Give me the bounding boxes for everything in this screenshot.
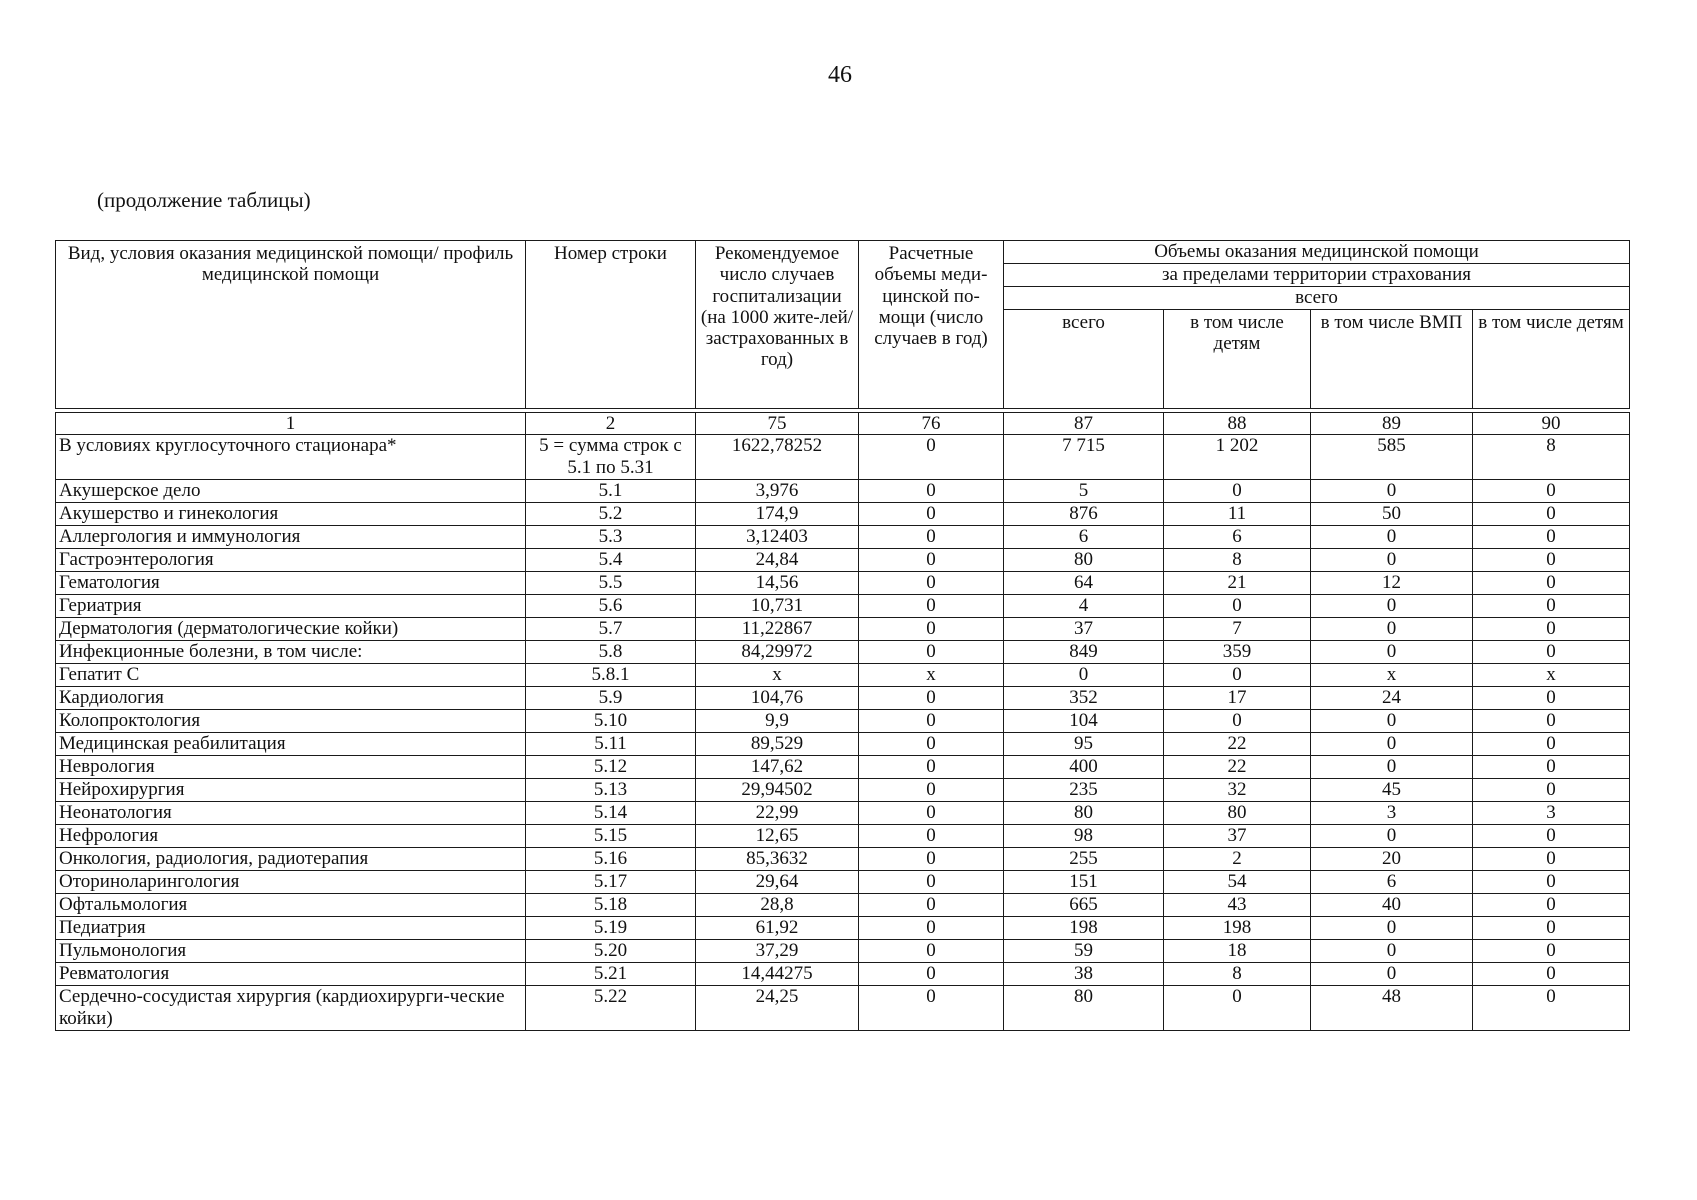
table-row bbox=[56, 802, 1630, 825]
total-volume: 95 bbox=[1004, 733, 1164, 756]
total-volume: 104 bbox=[1004, 710, 1164, 733]
calculated-volume: 0 bbox=[859, 595, 1004, 618]
recommended-cases: 24,25 bbox=[696, 986, 859, 1031]
recommended-cases: 37,29 bbox=[696, 940, 859, 963]
calculated-volume: 0 bbox=[859, 848, 1004, 871]
children-volume: 8 bbox=[1164, 549, 1311, 572]
profile-name: Нейрохирургия bbox=[56, 779, 526, 802]
vmp-volume: 40 bbox=[1311, 894, 1473, 917]
profile-name: Колопроктология bbox=[56, 710, 526, 733]
header-children: в том числе детям bbox=[1164, 310, 1311, 409]
recommended-cases: 9,9 bbox=[696, 710, 859, 733]
total-volume: 876 bbox=[1004, 503, 1164, 526]
vmp-children-volume: 0 bbox=[1473, 595, 1630, 618]
vmp-volume: 0 bbox=[1311, 710, 1473, 733]
header-vmp-children: в том числе детям bbox=[1473, 310, 1630, 409]
vmp-children-volume: 0 bbox=[1473, 480, 1630, 503]
vmp-children-volume: 0 bbox=[1473, 687, 1630, 710]
row-number: 5.22 bbox=[526, 986, 696, 1031]
calculated-volume: 0 bbox=[859, 572, 1004, 595]
profile-name: Сердечно-сосудистая хирургия (кардиохирурги-ческие койки) bbox=[56, 986, 526, 1031]
vmp-volume: 0 bbox=[1311, 549, 1473, 572]
vmp-children-volume: 0 bbox=[1473, 618, 1630, 641]
recommended-cases: х bbox=[696, 664, 859, 687]
recommended-cases: 1622,78252 bbox=[696, 435, 859, 480]
row-number: 5.11 bbox=[526, 733, 696, 756]
calculated-volume: 0 bbox=[859, 871, 1004, 894]
profile-name: Педиатрия bbox=[56, 917, 526, 940]
vmp-children-volume: 8 bbox=[1473, 435, 1630, 480]
profile-name: Гематология bbox=[56, 572, 526, 595]
table-row bbox=[56, 480, 1630, 503]
row-number: 5.15 bbox=[526, 825, 696, 848]
vmp-children-volume: 0 bbox=[1473, 549, 1630, 572]
children-volume: 80 bbox=[1164, 802, 1311, 825]
row-number: 5.16 bbox=[526, 848, 696, 871]
profile-name: Акушерство и гинекология bbox=[56, 503, 526, 526]
children-volume: 0 bbox=[1164, 710, 1311, 733]
row-number: 5.5 bbox=[526, 572, 696, 595]
profile-name: Неонатология bbox=[56, 802, 526, 825]
vmp-volume: 50 bbox=[1311, 503, 1473, 526]
calculated-volume: 0 bbox=[859, 618, 1004, 641]
recommended-cases: 22,99 bbox=[696, 802, 859, 825]
header-profile: Вид, условия оказания медицинской помощи/ профиль медицинской помощи bbox=[56, 241, 526, 409]
calculated-volume: 0 bbox=[859, 710, 1004, 733]
vmp-children-volume: 0 bbox=[1473, 503, 1630, 526]
row-number: 5.2 bbox=[526, 503, 696, 526]
vmp-children-volume: 0 bbox=[1473, 710, 1630, 733]
vmp-children-volume: 0 bbox=[1473, 779, 1630, 802]
header-vmp: в том числе ВМП bbox=[1311, 310, 1473, 409]
vmp-children-volume: 0 bbox=[1473, 526, 1630, 549]
table-row bbox=[56, 664, 1630, 687]
header-calculated-volumes: Расчетные объемы меди-цинской по-мощи (число случаев в год) bbox=[859, 241, 1004, 409]
row-number: 5 = сумма строк с 5.1 по 5.31 bbox=[526, 435, 696, 480]
row-number: 5.1 bbox=[526, 480, 696, 503]
table-row bbox=[56, 526, 1630, 549]
header-volumes-group: Объемы оказания медицинской помощи bbox=[1004, 241, 1630, 264]
recommended-cases: 3,12403 bbox=[696, 526, 859, 549]
table-row bbox=[56, 894, 1630, 917]
table-row bbox=[56, 710, 1630, 733]
vmp-volume: 0 bbox=[1311, 595, 1473, 618]
vmp-volume: 0 bbox=[1311, 641, 1473, 664]
profile-name: Пульмонология bbox=[56, 940, 526, 963]
vmp-children-volume: 0 bbox=[1473, 641, 1630, 664]
profile-name: Нефрология bbox=[56, 825, 526, 848]
children-volume: 43 bbox=[1164, 894, 1311, 917]
recommended-cases: 147,62 bbox=[696, 756, 859, 779]
calculated-volume: 0 bbox=[859, 802, 1004, 825]
vmp-volume: 45 bbox=[1311, 779, 1473, 802]
row-number: 5.14 bbox=[526, 802, 696, 825]
total-volume: 400 bbox=[1004, 756, 1164, 779]
calculated-volume: 0 bbox=[859, 641, 1004, 664]
table-row bbox=[56, 572, 1630, 595]
row-number: 5.13 bbox=[526, 779, 696, 802]
row-number: 5.9 bbox=[526, 687, 696, 710]
vmp-volume: 0 bbox=[1311, 618, 1473, 641]
row-number: 5.18 bbox=[526, 894, 696, 917]
profile-name: Инфекционные болезни, в том числе: bbox=[56, 641, 526, 664]
table-row bbox=[56, 641, 1630, 664]
total-volume: 151 bbox=[1004, 871, 1164, 894]
calculated-volume: 0 bbox=[859, 986, 1004, 1031]
table-row bbox=[56, 871, 1630, 894]
vmp-children-volume: 0 bbox=[1473, 848, 1630, 871]
total-volume: 98 bbox=[1004, 825, 1164, 848]
table-row bbox=[56, 733, 1630, 756]
row-number: 5.7 bbox=[526, 618, 696, 641]
row-number: 5.17 bbox=[526, 871, 696, 894]
profile-name: Гастроэнтерология bbox=[56, 549, 526, 572]
children-volume: 17 bbox=[1164, 687, 1311, 710]
profile-name: Аллергология и иммунология bbox=[56, 526, 526, 549]
vmp-volume: 585 bbox=[1311, 435, 1473, 480]
recommended-cases: 12,65 bbox=[696, 825, 859, 848]
vmp-volume: 6 bbox=[1311, 871, 1473, 894]
vmp-volume: 0 bbox=[1311, 825, 1473, 848]
profile-name: Дерматология (дерматологические койки) bbox=[56, 618, 526, 641]
row-number: 5.8.1 bbox=[526, 664, 696, 687]
table-row bbox=[56, 549, 1630, 572]
vmp-children-volume: 0 bbox=[1473, 986, 1630, 1031]
children-volume: 54 bbox=[1164, 871, 1311, 894]
recommended-cases: 14,56 bbox=[696, 572, 859, 595]
vmp-children-volume: 0 bbox=[1473, 940, 1630, 963]
total-volume: 37 bbox=[1004, 618, 1164, 641]
total-volume: 849 bbox=[1004, 641, 1164, 664]
vmp-volume: 0 bbox=[1311, 963, 1473, 986]
total-volume: 5 bbox=[1004, 480, 1164, 503]
vmp-children-volume: 0 bbox=[1473, 733, 1630, 756]
table-row bbox=[56, 986, 1630, 1031]
profile-name: Кардиология bbox=[56, 687, 526, 710]
calculated-volume: 0 bbox=[859, 480, 1004, 503]
recommended-cases: 84,29972 bbox=[696, 641, 859, 664]
total-volume: 4 bbox=[1004, 595, 1164, 618]
children-volume: 18 bbox=[1164, 940, 1311, 963]
vmp-volume: 0 bbox=[1311, 526, 1473, 549]
calculated-volume: 0 bbox=[859, 503, 1004, 526]
column-number-row bbox=[56, 413, 1630, 435]
total-volume: 80 bbox=[1004, 549, 1164, 572]
row-number: 5.21 bbox=[526, 963, 696, 986]
recommended-cases: 11,22867 bbox=[696, 618, 859, 641]
table-row bbox=[56, 435, 1630, 480]
recommended-cases: 24,84 bbox=[696, 549, 859, 572]
children-volume: 0 bbox=[1164, 664, 1311, 687]
table-row bbox=[56, 940, 1630, 963]
table-row bbox=[56, 825, 1630, 848]
recommended-cases: 29,64 bbox=[696, 871, 859, 894]
children-volume: 37 bbox=[1164, 825, 1311, 848]
vmp-volume: 3 bbox=[1311, 802, 1473, 825]
calculated-volume: 0 bbox=[859, 917, 1004, 940]
vmp-children-volume: 0 bbox=[1473, 963, 1630, 986]
children-volume: 1 202 bbox=[1164, 435, 1311, 480]
profile-name: Офтальмология bbox=[56, 894, 526, 917]
header-total: всего bbox=[1004, 310, 1164, 409]
recommended-cases: 10,731 bbox=[696, 595, 859, 618]
row-number: 5.8 bbox=[526, 641, 696, 664]
column-number: 88 bbox=[1164, 413, 1311, 435]
page-number: 46 bbox=[828, 62, 852, 88]
children-volume: 11 bbox=[1164, 503, 1311, 526]
total-volume: 7 715 bbox=[1004, 435, 1164, 480]
recommended-cases: 174,9 bbox=[696, 503, 859, 526]
calculated-volume: 0 bbox=[859, 894, 1004, 917]
children-volume: 32 bbox=[1164, 779, 1311, 802]
total-volume: 235 bbox=[1004, 779, 1164, 802]
table-row bbox=[56, 779, 1630, 802]
row-number: 5.4 bbox=[526, 549, 696, 572]
children-volume: 22 bbox=[1164, 756, 1311, 779]
table-body bbox=[56, 435, 1630, 1031]
continuation-note: (продолжение таблицы) bbox=[97, 188, 311, 212]
column-number: 87 bbox=[1004, 413, 1164, 435]
recommended-cases: 29,94502 bbox=[696, 779, 859, 802]
total-volume: 38 bbox=[1004, 963, 1164, 986]
total-volume: 665 bbox=[1004, 894, 1164, 917]
total-volume: 0 bbox=[1004, 664, 1164, 687]
profile-name: Акушерское дело bbox=[56, 480, 526, 503]
vmp-volume: 0 bbox=[1311, 733, 1473, 756]
column-number: 89 bbox=[1311, 413, 1473, 435]
recommended-cases: 61,92 bbox=[696, 917, 859, 940]
children-volume: 22 bbox=[1164, 733, 1311, 756]
recommended-cases: 89,529 bbox=[696, 733, 859, 756]
children-volume: 2 bbox=[1164, 848, 1311, 871]
children-volume: 0 bbox=[1164, 986, 1311, 1031]
recommended-cases: 104,76 bbox=[696, 687, 859, 710]
profile-name: Неврология bbox=[56, 756, 526, 779]
total-volume: 352 bbox=[1004, 687, 1164, 710]
calculated-volume: 0 bbox=[859, 687, 1004, 710]
column-number: 1 bbox=[56, 413, 526, 435]
vmp-children-volume: 0 bbox=[1473, 825, 1630, 848]
recommended-cases: 28,8 bbox=[696, 894, 859, 917]
header-outside-territory: за пределами территории страхования bbox=[1004, 264, 1630, 287]
vmp-children-volume: 0 bbox=[1473, 894, 1630, 917]
profile-name: Ревматология bbox=[56, 963, 526, 986]
calculated-volume: 0 bbox=[859, 733, 1004, 756]
children-volume: 21 bbox=[1164, 572, 1311, 595]
vmp-children-volume: х bbox=[1473, 664, 1630, 687]
profile-name: В условиях круглосуточного стационара* bbox=[56, 435, 526, 480]
table-row bbox=[56, 595, 1630, 618]
profile-name: Оториноларингология bbox=[56, 871, 526, 894]
total-volume: 59 bbox=[1004, 940, 1164, 963]
calculated-volume: х bbox=[859, 664, 1004, 687]
vmp-children-volume: 0 bbox=[1473, 917, 1630, 940]
total-volume: 64 bbox=[1004, 572, 1164, 595]
table-row bbox=[56, 687, 1630, 710]
profile-name: Онкология, радиология, радиотерапия bbox=[56, 848, 526, 871]
children-volume: 7 bbox=[1164, 618, 1311, 641]
header-recommended-cases: Рекомендуемое число случаев госпитализации (на 1000 жите-лей/ застрахованных в год) bbox=[696, 241, 859, 409]
table-row bbox=[56, 848, 1630, 871]
children-volume: 0 bbox=[1164, 595, 1311, 618]
total-volume: 6 bbox=[1004, 526, 1164, 549]
column-number: 75 bbox=[696, 413, 859, 435]
total-volume: 80 bbox=[1004, 986, 1164, 1031]
total-volume: 255 bbox=[1004, 848, 1164, 871]
table-row bbox=[56, 917, 1630, 940]
table-header bbox=[56, 241, 1630, 435]
row-number: 5.20 bbox=[526, 940, 696, 963]
profile-name: Медицинская реабилитация bbox=[56, 733, 526, 756]
vmp-children-volume: 0 bbox=[1473, 756, 1630, 779]
children-volume: 6 bbox=[1164, 526, 1311, 549]
row-number: 5.3 bbox=[526, 526, 696, 549]
header-total-group: всего bbox=[1004, 287, 1630, 310]
row-number: 5.12 bbox=[526, 756, 696, 779]
table-row bbox=[56, 756, 1630, 779]
table-row bbox=[56, 963, 1630, 986]
calculated-volume: 0 bbox=[859, 940, 1004, 963]
children-volume: 0 bbox=[1164, 480, 1311, 503]
vmp-volume: 24 bbox=[1311, 687, 1473, 710]
profile-name: Гериатрия bbox=[56, 595, 526, 618]
vmp-volume: 0 bbox=[1311, 480, 1473, 503]
children-volume: 359 bbox=[1164, 641, 1311, 664]
table-row bbox=[56, 503, 1630, 526]
calculated-volume: 0 bbox=[859, 549, 1004, 572]
recommended-cases: 85,3632 bbox=[696, 848, 859, 871]
vmp-volume: 0 bbox=[1311, 756, 1473, 779]
row-number: 5.10 bbox=[526, 710, 696, 733]
children-volume: 198 bbox=[1164, 917, 1311, 940]
medical-volume-table bbox=[55, 240, 1630, 1031]
vmp-children-volume: 0 bbox=[1473, 871, 1630, 894]
vmp-volume: 48 bbox=[1311, 986, 1473, 1031]
calculated-volume: 0 bbox=[859, 825, 1004, 848]
calculated-volume: 0 bbox=[859, 435, 1004, 480]
vmp-volume: 12 bbox=[1311, 572, 1473, 595]
vmp-volume: х bbox=[1311, 664, 1473, 687]
vmp-volume: 0 bbox=[1311, 940, 1473, 963]
calculated-volume: 0 bbox=[859, 963, 1004, 986]
column-number: 2 bbox=[526, 413, 696, 435]
recommended-cases: 3,976 bbox=[696, 480, 859, 503]
vmp-volume: 0 bbox=[1311, 917, 1473, 940]
total-volume: 198 bbox=[1004, 917, 1164, 940]
children-volume: 8 bbox=[1164, 963, 1311, 986]
calculated-volume: 0 bbox=[859, 526, 1004, 549]
vmp-children-volume: 3 bbox=[1473, 802, 1630, 825]
calculated-volume: 0 bbox=[859, 779, 1004, 802]
vmp-children-volume: 0 bbox=[1473, 572, 1630, 595]
vmp-volume: 20 bbox=[1311, 848, 1473, 871]
row-number: 5.19 bbox=[526, 917, 696, 940]
table-row bbox=[56, 618, 1630, 641]
row-number: 5.6 bbox=[526, 595, 696, 618]
column-number: 90 bbox=[1473, 413, 1630, 435]
total-volume: 80 bbox=[1004, 802, 1164, 825]
profile-name: Гепатит С bbox=[56, 664, 526, 687]
calculated-volume: 0 bbox=[859, 756, 1004, 779]
header-row-number: Номер строки bbox=[526, 241, 696, 409]
recommended-cases: 14,44275 bbox=[696, 963, 859, 986]
column-number: 76 bbox=[859, 413, 1004, 435]
